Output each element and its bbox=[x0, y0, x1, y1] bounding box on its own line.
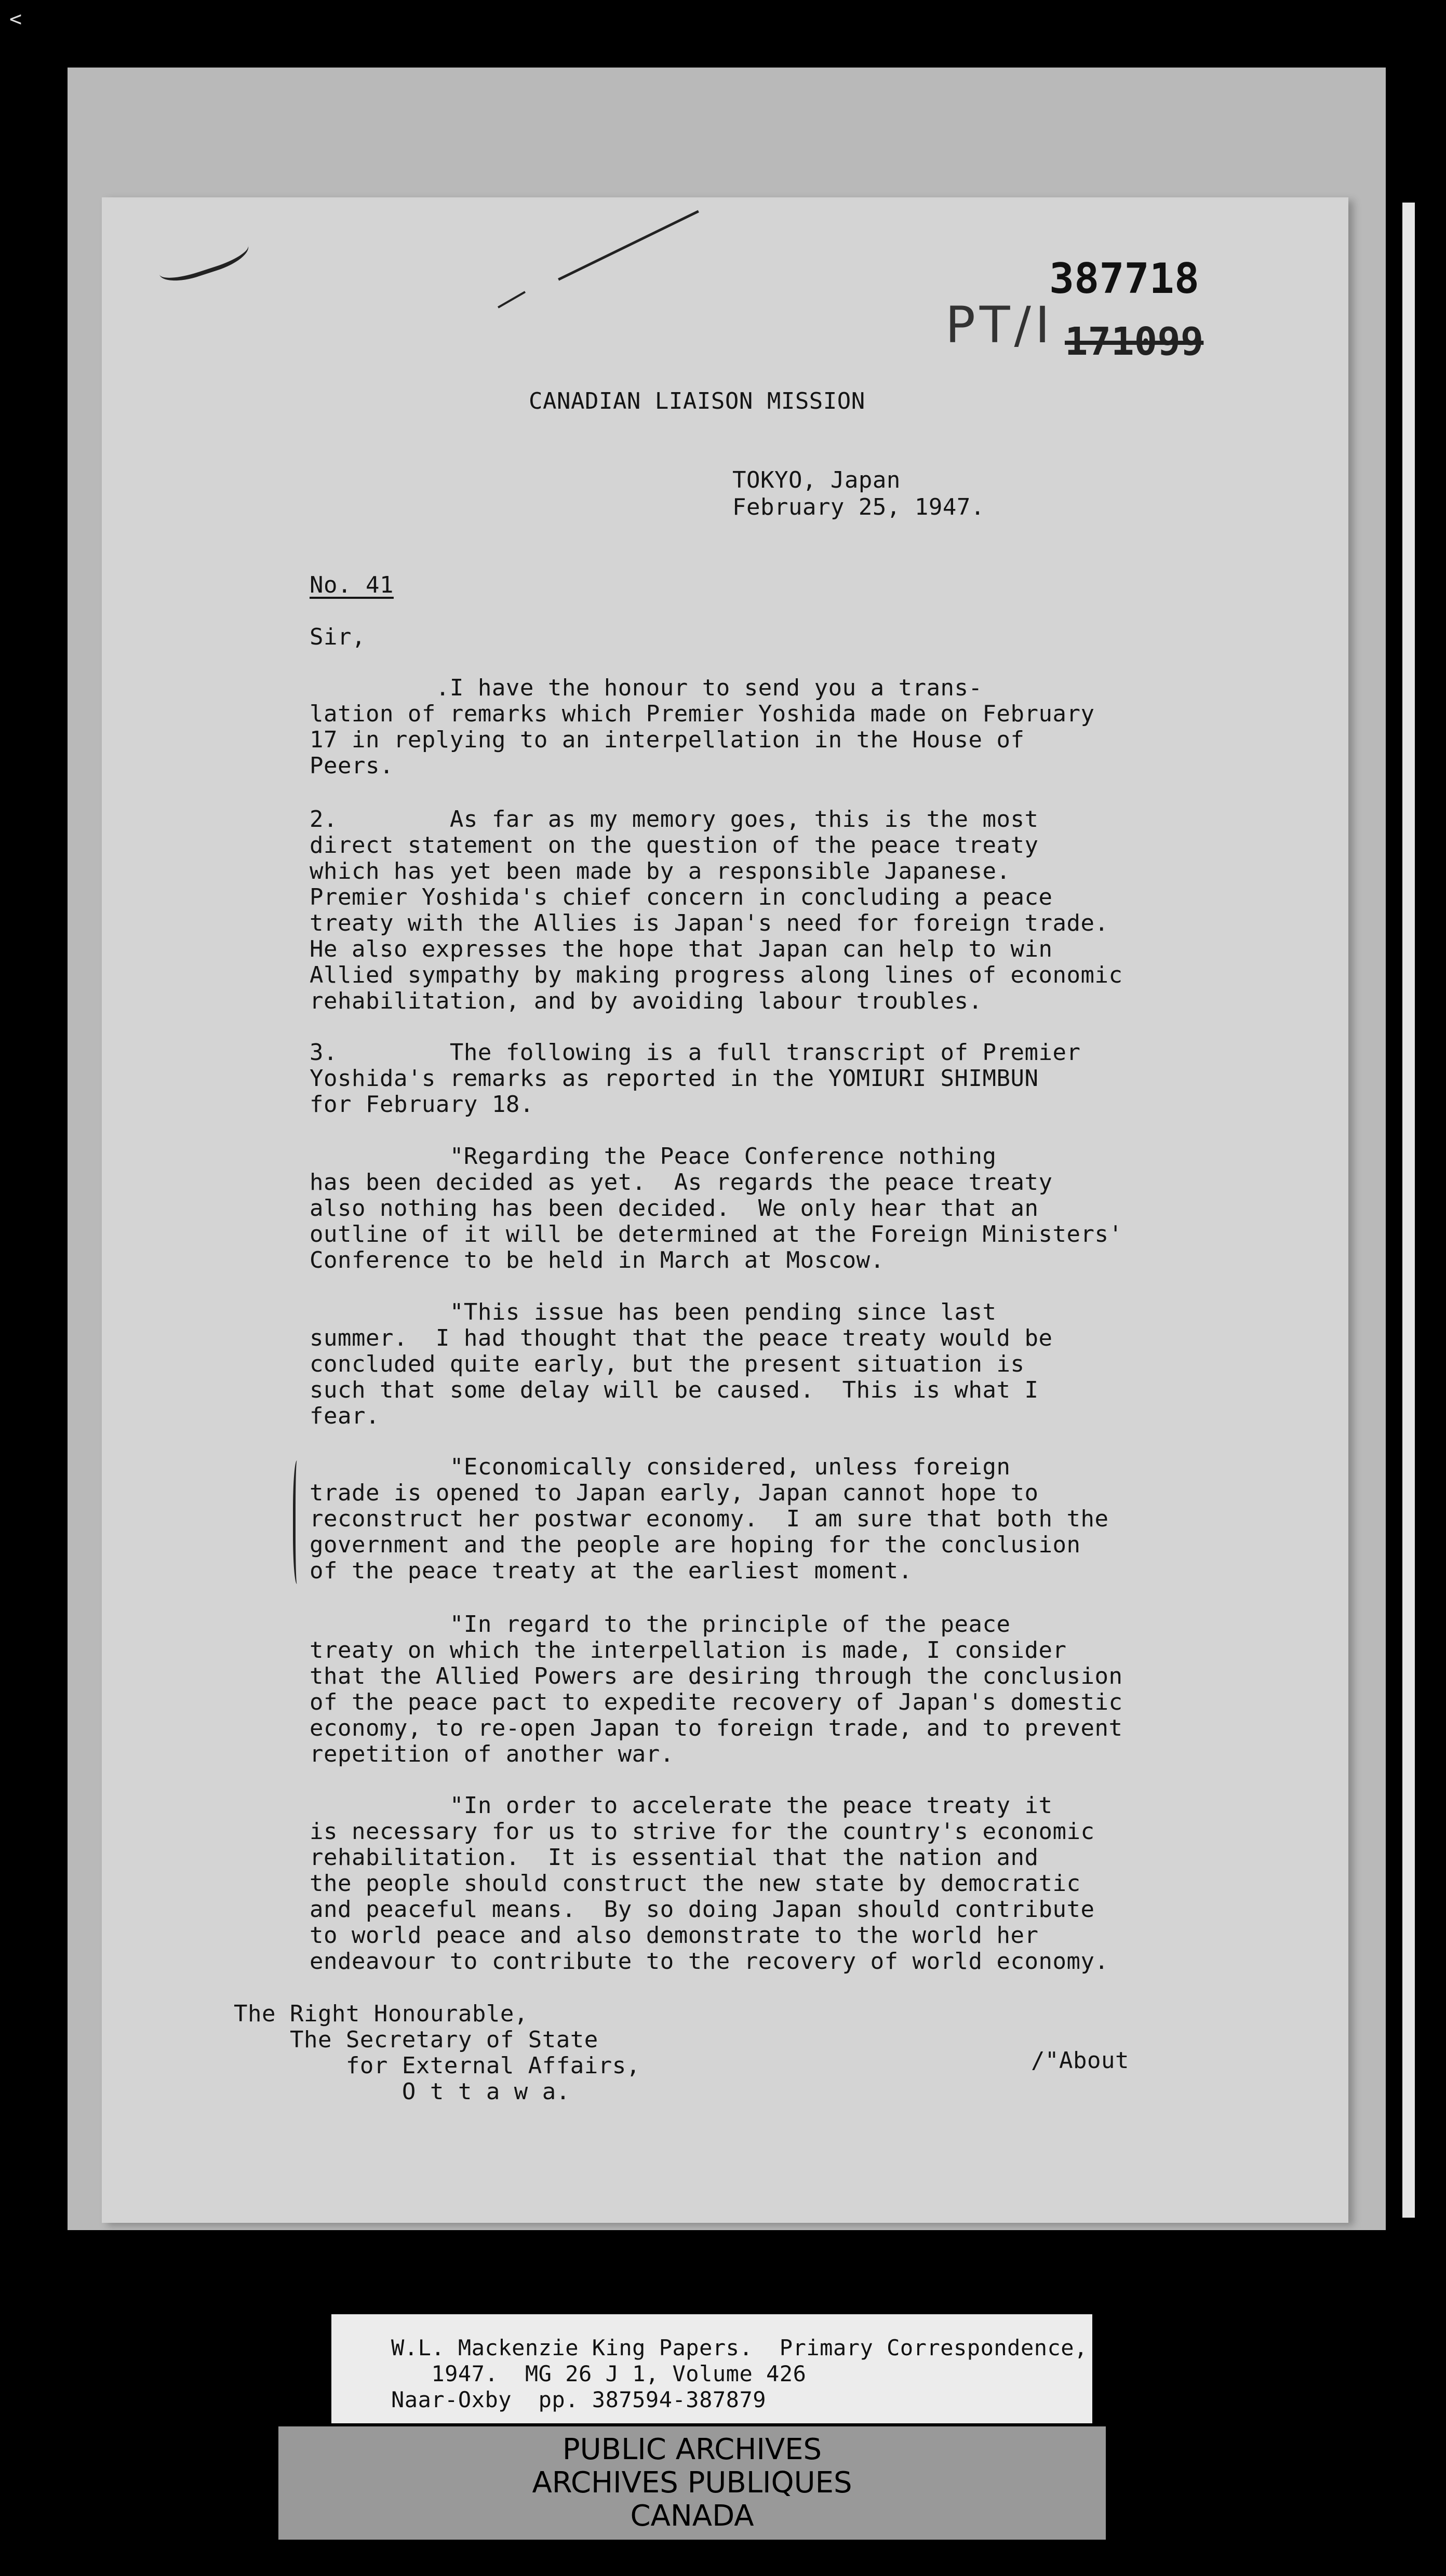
sheet-edge bbox=[1402, 203, 1415, 2218]
paragraph-2: 2. As far as my memory goes, this is the most direct statement on the question of the peace treaty which has yet been made by a responsible Japanese. Premier Yoshida's chief concern in concluding a peace treaty with the Allies is Japan's need for foreign trade. He also expresses the hope that Japan can help to win Allied sympathy by making progress along lines of economic rehabilitation, and by avoiding labour troubles. bbox=[310, 806, 1123, 1014]
quote-paragraph-4: "In regard to the principle of the peace treaty on which the interpellation is made, I consider that the Allied Powers are desiring through the conclusion of the peace pact to expedite recovery of Japan's domestic economy, to re-open Japan to foreign trade, and to prevent repetition of another war. bbox=[310, 1611, 1123, 1767]
quote-paragraph-3: "Economically considered, unless foreign trade is opened to Japan early, Japan cannot hope to reconstruct her postwar economy. I am sure that both the government and the people are hoping for the conclusion of the peace treaty at the earliest moment. bbox=[310, 1454, 1109, 1584]
archives-stamp bbox=[278, 2426, 1106, 2540]
quote-paragraph-1: "Regarding the Peace Conference nothing has been decided as yet. As regards the peace treaty also nothing has been decided. We only hear that an outline of it will be determined at the Foreign Ministers' Conference to be held in March at Moscow. bbox=[310, 1143, 1123, 1273]
paragraph-1: .I have the honour to send you a trans- lation of remarks which Premier Yoshida made on February 17 in replying to an interpellation in the House of Peers. bbox=[310, 675, 1095, 779]
letterhead: CANADIAN LIAISON MISSION bbox=[529, 388, 865, 414]
archive-citation-label bbox=[331, 2314, 1092, 2423]
quote-paragraph-2: "This issue has been pending since last summer. I had thought that the peace treaty would be concluded quite early, but the present situation is such that some delay will be caused. This is what I fear. bbox=[310, 1299, 1053, 1429]
handwritten-annotation: PT/I bbox=[945, 296, 1054, 354]
struck-out-number: 171099 bbox=[1065, 319, 1204, 364]
salutation: Sir, bbox=[310, 624, 366, 650]
citation-line-1: W.L. Mackenzie King Papers. Primary Correspondence, bbox=[391, 2335, 1088, 2360]
margin-bracket bbox=[293, 1460, 303, 1584]
place-line: TOKYO, Japan bbox=[732, 467, 901, 493]
citation-line-2: 1947. MG 26 J 1, Volume 426 bbox=[391, 2361, 807, 2386]
archives-stamp-line-1: PUBLIC ARCHIVES bbox=[562, 2433, 822, 2466]
paragraph-3: 3. The following is a full transcript of Premier Yoshida's remarks as reported in the YOMIURI SHIMBUN for February 18. bbox=[310, 1039, 1081, 1118]
catchword: /"About bbox=[1031, 2047, 1129, 2074]
quote-paragraph-5: "In order to accelerate the peace treaty it is necessary for us to strive for the country's economic rehabilitation. It is essential that the nation and the people should construct the new state by democratic and peaceful means. By so doing Japan should contribute to world peace and also demonstrate to the world her endeavour to contribute to the recovery of world economy. bbox=[310, 1792, 1109, 1975]
archives-stamp-line-3: CANADA bbox=[630, 2499, 754, 2533]
addressee-block: The Right Honourable, The Secretary of State for External Affairs, O t t a w a. bbox=[234, 2001, 640, 2105]
archives-stamp-line-2: ARCHIVES PUBLIQUES bbox=[532, 2466, 852, 2500]
corner-mark: < bbox=[9, 7, 22, 31]
date-line: February 25, 1947. bbox=[732, 494, 985, 520]
citation-line-3: Naar-Oxby pp. 387594-387879 bbox=[391, 2387, 767, 2412]
dispatch-number: No. 41 bbox=[310, 572, 394, 598]
stamp-number: 387718 bbox=[1049, 254, 1199, 303]
